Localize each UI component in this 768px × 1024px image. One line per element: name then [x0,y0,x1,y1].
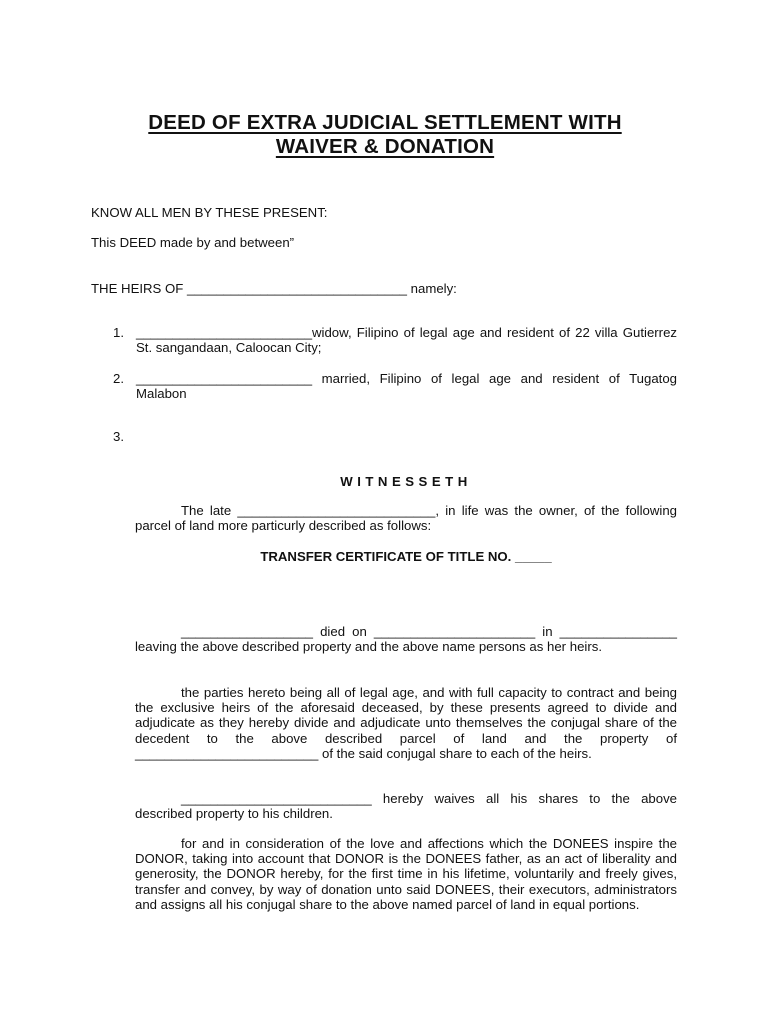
paragraph-consideration: for and in consideration of the love and affections which the DONEES inspire the DONOR, taking into account that DONOR is the DONEES father, as an act of liberality and generosity, the DONOR hereby, for the first time in his lifetime, voluntarily and freely gives, transfer and convey, by way of donation unto said DONEES, their executors, administrators and assigns all his conjugal share to the above named parcel of land in equal portions. [135,836,677,912]
list-item-number: 3. [113,429,124,444]
list-item-text: ________________________ married, Filipino of legal age and resident of Tugatog Malabon [136,371,677,402]
paragraph-waives: __________________________ hereby waives all his shares to the above described property to his children. [135,791,677,822]
heirs-of-line: THE HEIRS OF ______________________________ namely: [91,281,457,296]
list-item-number: 1. [113,325,124,340]
paragraph-died-on: __________________ died on ______________________ in ________________ leaving the above described property and the above name persons as her heirs. [135,624,677,655]
paragraph-late-owner: The late ___________________________, in life was the owner, of the following parcel of land more particurly described as follows: [135,503,677,534]
document-title-line-1: DEED OF EXTRA JUDICIAL SETTLEMENT WITH [148,111,622,134]
witnesseth-heading: WITNESSETH [340,474,472,489]
list-item-text: ________________________widow, Filipino of legal age and resident of 22 villa Gutierrez St. sangandaan, Caloocan City; [136,325,677,356]
tct-heading: TRANSFER CERTIFICATE OF TITLE NO. _____ [260,549,552,564]
document-title-line-2: WAIVER & DONATION [275,135,495,158]
list-item-number: 2. [113,371,124,386]
know-all-men-heading: KNOW ALL MEN BY THESE PRESENT: [91,205,328,220]
paragraph-parties: the parties hereto being all of legal age, and with full capacity to contract and being the exclusive heirs of the aforesaid deceased, by these presents agreed to divide and adjudicate as they hereby divide and adjudicate unto themselves the conjugal share of the decedent to the above described parcel of land and the property of _________________________ of the said conjugal share to each of the heirs. [135,685,677,761]
this-deed-line: This DEED made by and between” [91,235,295,250]
